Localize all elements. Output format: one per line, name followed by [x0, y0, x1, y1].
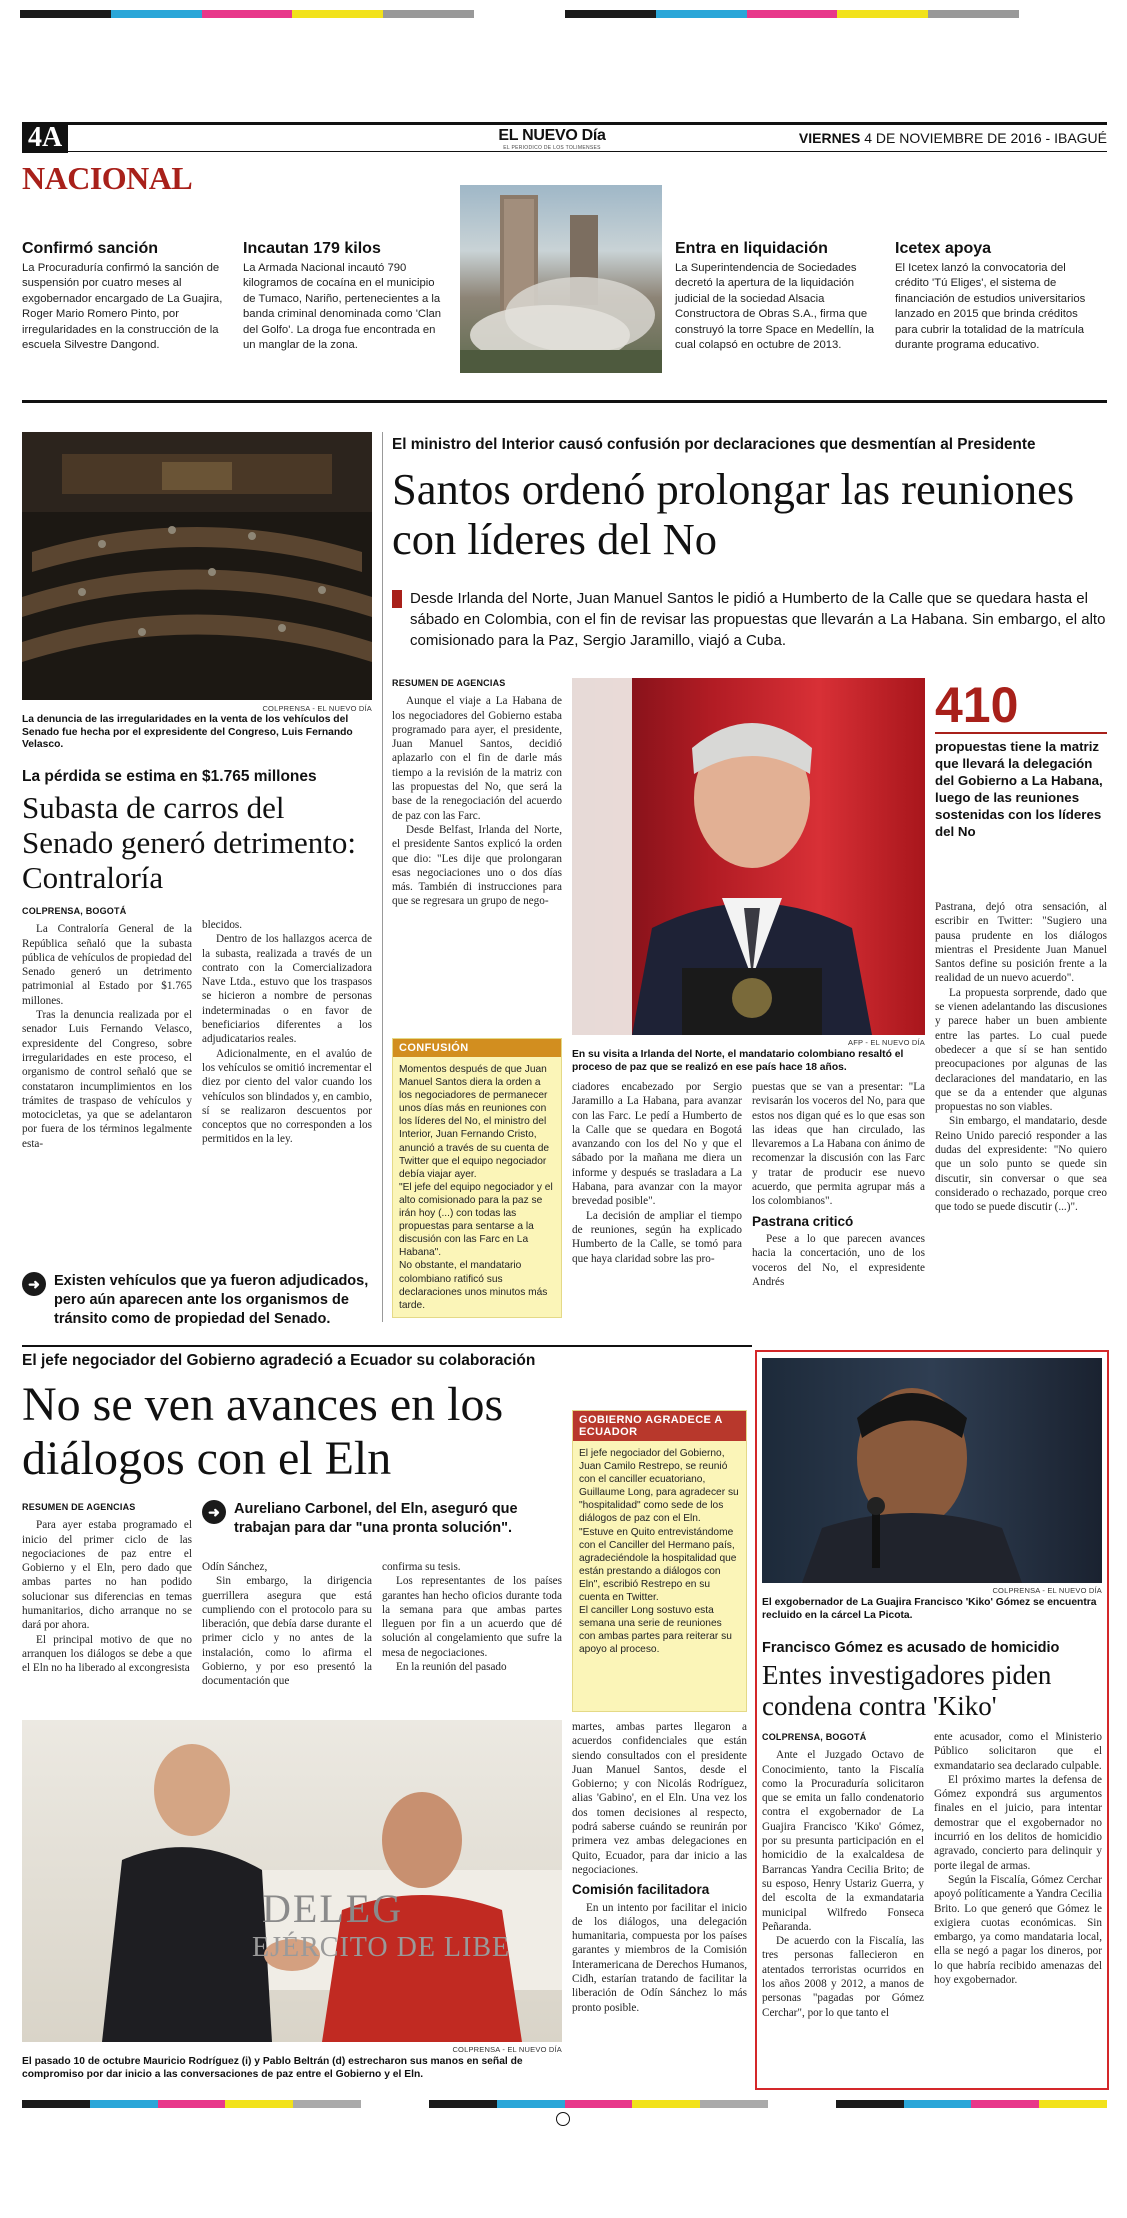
kiko-headline: Entes investigadores piden condena contra 'Kiko'	[762, 1660, 1052, 1721]
santos-body-col4: Pastrana, dejó otra sensación, al escribir en Twitter: "Sugiero una pausa prudente en los diálogos mientras el Presidente Juan Manuel Santos define su posición frente a la realidad de un nuevo acuerdo". La propuesta sorprende, dado que se vienen adelantando las discusiones y parece haber un buen ambiente entre las partes. Lo cual puede obedecer a que sí se han sentido preocupaciones por algunas de las declaraciones del mandatario, en las que se da a entender que algunas propuestas no son viables. Sin embargo, el mandatario, desde Reino Unido pareció responder a las dudas del expresidente: "No quiero que un solo punto se quede sin discutir, sin conversar o que sea considerado o rechazado, porque creo que todo se puede discutir (...)".	[935, 901, 1107, 1214]
handshake-photo-sign: DELEG	[262, 1886, 404, 1931]
print-registration-bar	[22, 2100, 1107, 2108]
senate-chamber-photo	[22, 432, 372, 700]
brief-liquidacion: Entra en liquidación La Superintendencia de Sociedades decretó la apertura de la liquidación judicial de la sociedad Alsacia Constructora de Obras S.A., firma que construyó la torre Space en Medellín, la cual colapsó en octubre de 2013.	[675, 240, 875, 352]
santos-body-col2: ciadores encabezado por Sergio Jaramillo a La Habana, para avanzar con las Farc. Le pedí a Humberto de la Calle que se quedara en Bogotá avanzando con los del No y que el sábado por la mañana me diera un informe y después se trasladara a La Habana, para avanzar con la mayor brevedad posible". La decisión de ampliar el tiempo de reuniones, según ha explicado Humberto de la Calle, se tomó para que haya claridad sobre las pro-	[572, 1081, 742, 1265]
lead-marker-icon	[392, 590, 402, 608]
senate-photo-caption: La denuncia de las irregularidades en la venta de los vehículos del Senado fue hecha por el expresidente del Congreso, Luis Fernando Velasco.	[22, 714, 353, 751]
senate-body-col2: blecidos. Dentro de los hallazgos acerca de la subasta, realizada a través de un contrato con la Comercializadora Nave Ltda., estuvo que los traspasos se hicieron a nombre de personas indeterminadas o en favor de beneficiarios diferentes a los adjudicatarios reales. Adicionalmente, en el avalúo de los vehículos se omitió incrementar el diez por ciento del valor cuando los vehículos son blindados y, en cambio, sí se realizaron descuentos por conceptos que no corresponden a los permitidos en la ley.	[202, 919, 372, 1146]
page-number: 4A	[22, 123, 68, 153]
eln-pull-quote: ➜ Aureliano Carbonel, del Eln, aseguró que trabajan para dar "una pronta solución".	[202, 1500, 562, 1538]
senate-body-col1: COLPRENSA, BOGOTÁ La Contraloría General de la República señaló que la subasta pública de vehículos de propiedad del Senado generó un detrimento patrimonial al Estado por $1.765 millones. Tras la denuncia realizada por el senador Luis Fernando Velasco, expresidente del Congreso, sobre irregularidades en este proceso, el organismo de control señaló que se constataron incumplimientos en los trámites de traspaso de vehículos y motocicletas, ya que se adelantaron por fuera de los términos legalmente esta-	[22, 906, 192, 1150]
senate-headline: Subasta de carros del Senado generó detrimento: Contraloría	[22, 790, 357, 895]
column-rule	[382, 432, 383, 1322]
registration-mark-icon	[556, 2112, 570, 2126]
eln-headline: No se ven avances en los diálogos con el Eln	[22, 1378, 504, 1485]
divider	[22, 400, 1107, 403]
kiko-photo-credit: COLPRENSA - EL NUEVO DÍA	[992, 1586, 1102, 1595]
print-registration-bar	[20, 10, 1110, 18]
page-date: VIERNES 4 DE NOVIEMBRE DE 2016 - IBAGUÉ	[798, 130, 1107, 146]
santos-kicker: El ministro del Interior causó confusión por declaraciones que desmentían al Presidente	[392, 436, 1036, 453]
section-title: NACIONAL	[22, 160, 193, 196]
eln-body-col2: Odín Sánchez, Sin embargo, la dirigencia guerrillera asegura que está cumpliendo con el protocolo para su liberación, que debía darse durante el primer ciclo y no antes de la instalación, como lo afirma el Gobierno, y por eso presentó la documentación que	[202, 1561, 372, 1688]
eln-body-col1: RESUMEN DE AGENCIAS Para ayer estaba programado el inicio del primer ciclo de las negociaciones de paz entre el Gobierno y el Eln, pero dado que ambas partes no han podido solucionar sus diferencias en temas humanitarios, dicho arranque no se dará por ahora. El principal motivo de que no arranquen los diálogos se debe a que el Eln no ha liberado al excongresista	[22, 1502, 192, 1675]
eln-body-col4: martes, ambas partes llegaron a acuerdos confidenciales que están siendo consultados con el presidente Juan Manuel Santos, desde el Gobierno; y con Nicolás Rodríguez, alias 'Gabino', en el Eln. Una vez los dos tomen decisiones al respecto, podrá saberse cuándo se reunirán por primera vez ambas delegaciones en Quito, Ecuador, para dar inicio a las negociaciones. Comisión facilitadora En un intento por facilitar el inicio de los diálogos, una delegación humanitaria, compuesta por los países garantes y miembros de la Comisión Interamericana de Derechos Humanos, Cidh, estarían tratando de facilitar la liberación de Odín Sánchez lo más pronto posible.	[572, 1721, 747, 2014]
stat-text: propuestas tiene la matriz que llevará la delegación del Gobierno a La Habana, luego de las reuniones sostenidas con los líderes del No	[935, 739, 1103, 839]
kiko-body-col1: COLPRENSA, BOGOTÁ Ante el Juzgado Octavo de Conocimiento, tanto la Fiscalía como la Procuraduría solicitaron que se emita un fallo condenatorio contra el exgobernador de La Guajira Francisco 'Kiko' Gómez, por su presunta participación en el homicidio de la exalcaldesa de Barrancas Yandra Cecilia Brito; de su esposo, Henry Ustariz Guerra, y del escolta de la exmandataria municipal Wilfredo Fonseca Peñaranda. De acuerdo con la Fiscalía, las tres personas fallecieron en atentados terroristas ocurridos en los años 2008 y 2012, a manos de personas "pagadas por Gómez Cerchar", por lo que tanto el	[762, 1732, 924, 2019]
brief-confirmo-sancion: Confirmó sanción La Procuraduría confirmó la sanción de suspensión por cuatro meses al exgobernador encargado de La Guajira, Roger Mario Romero Pinto, por irregularidades en la construcción de la escuela Silvestre Dangond.	[22, 240, 223, 352]
senate-kicker: La pérdida se estima en $1.765 millones	[22, 768, 317, 785]
santos-lead: Desde Irlanda del Norte, Juan Manuel Santos le pidió a Humberto de la Calle que se quedara hasta el sábado en Colombia, con el fin de revisar las propuestas que llevarán a La Habana. Sin embargo, el alto comisionado para la Paz, Sergio Jaramillo, viajó a Cuba.	[392, 588, 1107, 651]
handshake-photo-credit: COLPRENSA - EL NUEVO DÍA	[452, 2045, 562, 2054]
kiko-photo	[762, 1358, 1102, 1583]
handshake-photo	[22, 1720, 562, 2042]
kiko-body-col2: ente acusador, como el Ministerio Público solicitaron que el exmandatario sea declarado culpable. El próximo martes la defensa de Gómez expondrá sus argumentos finales en el juicio, para intentar demostrar que el exgobernador no incurrió en los delitos de homicidio agravado, concierto para delinquir y porte ilegal de armas. Según la Fiscalía, Gómez Cerchar apoyó políticamente a Yandra Cecilia Brito. Lo que generó que Gómez le exigiera cuotas económicas. Sin embargo, ya como mandataria local, ella se negó a pagar los dineros, por lo que habría recibido amenazas del hoy exgobernador.	[934, 1731, 1102, 1987]
senate-pull-quote: ➜ Existen vehículos que ya fueron adjudicados, pero aún aparecen ante los organismos de tránsito como de propiedad del Senado.	[22, 1272, 372, 1329]
senate-photo-credit: COLPRENSA - EL NUEVO DÍA	[262, 704, 372, 713]
eln-body-col3: confirma su tesis. Los representantes de los países garantes han hecho oficios durante toda la semana para que ambas partes lleguen por fin a un acuerdo que dé solución al congelamiento que sufre la mesa de negociaciones. En la reunión del pasado	[382, 1561, 562, 1674]
handshake-photo-sign-2: EJÉRCITO DE LIBE	[252, 1932, 511, 1963]
divider	[22, 1345, 752, 1347]
kiko-photo-caption: El exgobernador de La Guajira Francisco 'Kiko' Gómez se encuentra recluido en la cárcel La Picota.	[762, 1597, 1097, 1621]
santos-headline: Santos ordenó prolongar las reuniones con líderes del No	[392, 464, 1075, 564]
santos-photo	[572, 678, 925, 1035]
kiko-kicker: Francisco Gómez es acusado de homicidio	[762, 1640, 1060, 1656]
confusion-box: CONFUSIÓN Momentos después de que Juan Manuel Santos diera la orden a los negociadores de permanecer unos días más en reuniones con los líderes del No, el ministro del Interior, Juan Fernando Cristo, anunció a través de su cuenta de Twitter que el equipo negociador debía viajar ayer. "El jefe del equipo negociador y el alto comisionado para la paz se irán hoy (...) con todas las propuestas para sentarse a la discusión con las Farc en La Habana". No obstante, el mandatario colombiano ratificó sus declaraciones unos minutos más tarde.	[392, 1038, 562, 1318]
arrow-right-icon: ➜	[202, 1500, 226, 1524]
stat-number: 410	[935, 678, 1107, 734]
handshake-photo-caption: El pasado 10 de octubre Mauricio Rodríguez (i) y Pablo Beltrán (d) estrecharon sus manos en señal de compromiso por dar inicio a las conversaciones de paz entre el Gobierno y el Eln.	[22, 2056, 523, 2080]
eln-kicker: El jefe negociador del Gobierno agradeció a Ecuador su colaboración	[22, 1352, 536, 1369]
arrow-right-icon: ➜	[22, 1272, 46, 1296]
collapsed-building-photo	[460, 185, 662, 373]
santos-photo-credit: AFP - EL NUEVO DÍA	[848, 1038, 925, 1047]
page-header	[22, 122, 1107, 152]
santos-body-col1: RESUMEN DE AGENCIAS Aunque el viaje a La Habana de los negociadores del Gobierno estaba programado para ayer, el presidente, Juan Manuel Santos, decidió aplazarlo con el fin de darle más tiempo a la revisión de la matriz con las propuestas del No, que será la base de la renegociación del acuerdo de paz con las Farc. Desde Belfast, Irlanda del Norte, el presidente Santos explicó la orden que dio: "Les dije que prolongaran esas negociaciones uno o dos días más. También di instrucciones para que se regresara un grupo de nego-	[392, 678, 562, 908]
santos-body-col3: puestas que se van a presentar: "La revisarán los voceros del No, para que estos nos digan qué es lo que esas son las ideas que han circulado, las llevaremos a La Habana con ánimo de recomenzar la discusión con las Farc y tratar de producir ese nuevo acuerdo, que permita agrupar más a los colombianos". Pastrana criticó Pese a lo que parecen avances hacia la concertación, uno de los voceros del No, el expresidente Andrés	[752, 1081, 925, 1288]
ecuador-box: GOBIERNO AGRADECE A ECUADOR El jefe negociador del Gobierno, Juan Camilo Restrepo, se reunió con el canciller ecuatoriano, Guillaume Long, para agradecer su "hospitalidad" como sede de los diálogos de paz con el Eln. "Estuve en Quito entrevistándome con el Canciller del Hermano país, agradeciéndole la hospitalidad que están prestando a diálogos con Eln", escribió Restrepo en su cuenta en Twitter. El canciller Long sostuvo esta semana una serie de reuniones con ambas partes para reiterar su apoyo al proceso.	[572, 1410, 747, 1712]
brief-icetex: Icetex apoya El Icetex lanzó la convocatoria del crédito 'Tú Eliges', el sistema de financiación de estudios universitarios lanzado en 2015 que brinda créditos para cubrir la totalidad de la matrícula durante programa educativo.	[895, 240, 1086, 352]
newspaper-logo: EL NUEVO Día EL PERIODICO DE LOS TOLIMENSES	[498, 127, 606, 151]
santos-photo-caption: En su visita a Irlanda del Norte, el mandatario colombiano resaltó el proceso de paz que se realizó en ese país hace 18 años.	[572, 1049, 904, 1073]
brief-incautan: Incautan 179 kilos La Armada Nacional incautó 790 kilogramos de cocaína en el municipio de Tumaco, Nariño, pertenecientes a la banda criminal denominada como 'Clan del Golfo'. La droga fue encontrada en un manglar de la zona.	[243, 240, 442, 352]
